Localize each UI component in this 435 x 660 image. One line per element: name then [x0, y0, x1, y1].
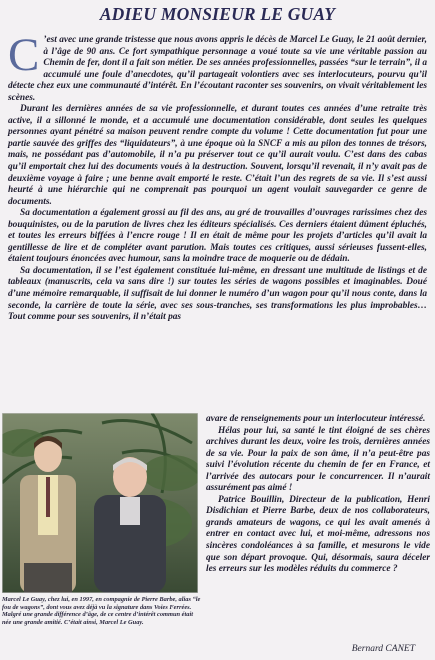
- article-intro: [8, 29, 427, 324]
- drop-cap: C: [8, 29, 40, 81]
- paragraph-4: Sa documentation, il se l’est également constituée lui-même, en dressant une multitude de listings et de tableaux (manuscrits, cela va sans dire !) sur toutes les séries de wagons possibles et imaginables. Doué d’une mémoire remarquable, il suffisait de lui donner le numéro d’un wagon pour qu’il nous conte, dans la seconde, la carrière de toute la série, avec ses sous-tranches, ses transformations les plus improbables… Tout comme pour ses souvenirs, il n’était pas: [8, 265, 427, 323]
- paragraph-5: avare de renseignements pour un interlocuteur intéressé.: [206, 414, 426, 424]
- paragraph-3: Sa documentation a également grossi au fil des ans, au gré de trouvailles d’ouvrages rarissimes chez des bouquinistes, ou de la parution de livres chez les éditeurs spécialisés. Ces derniers étaient dûment épluchés, et toutes les erreurs biffées à l’encre rouge ! Il en était de même pour les projets d’articles qu’il avait la gentillesse de lire et de compléter avant parution. Mais toutes ces critiques, aussi sérieuses fussent-elles, étaient toujours énoncées avec humour, sans la moindre trace de moquerie ou de dédain.: [8, 208, 427, 265]
- portrait-photo: [2, 413, 198, 593]
- paragraph-7: Patrice Bouillin, Directeur de la publication, Henri Disdichian et Pierre Barbe, deux de nos collaborateurs, grands amateurs de wagons, ce qui les avait amenés à entrer en contact avec lui, et moi-même, adressons nos sincères condoléances à sa famille, et mesurons le vide que son départ provoque. Qui, désormais, saura déceler les erreurs sur les modèles réduits du commerce ?: [206, 494, 430, 575]
- author-signature: Bernard CANET: [351, 644, 415, 654]
- paragraph-1: ’est avec une grande tristesse que nous avons appris le décès de Marcel Le Guay, le 21 août dernier, à l’âge de 90 ans. Ce fort sympathique personnage a voué toute sa vie une véritable passion au Chemin de fer, dont il a fait son métier. De ses années professionnelles, passées “sur le terrain”, il a accumulé une foule d’anecdotes, qu’il partageait volontiers avec ses interlocuteurs, pourvu qu’il détecte chez eux une communauté d’intérêt. En l’écoutant raconter ses souvenirs, on vivait véritablement les scènes.: [8, 35, 427, 103]
- photo-caption: Marcel Le Guay, chez lui, en 1997, en compagnie de Pierre Barbe, alias “le fou de wagons”, dont vous avez déjà vu la signature dans Voies Ferrées. Malgré une grande différence d’âge, de ce centre d’intérêt commun était née une grande amitié. C’était ainsi, Marcel Le Guay.: [2, 596, 201, 626]
- paragraph-6: Hélas pour lui, sa santé le tint éloigné de ses chères archives durant les deux, voire les trois, dernières années de sa vie. Pour la paix de son âme, il n’a peut-être pas suivi l’évolution récente du chemin de fer en France, et l’arrivée des autocars pour le concurrencer. Il n’aurait assurément pas aimé !: [206, 425, 430, 494]
- photo-illustration: [2, 413, 198, 593]
- paragraph-2: Durant les dernières années de sa vie professionnelle, et durant toutes ces années d’une retraite très active, il a sillonné le monde, et a accumulé une documentation considérable, dont seules les quelques personnes ayant pénétré sa maison peuvent rendre compte du volume ! Cette documentation fut pour une partie sauvée des griffes des “liquidateurs”, à une époque où la SNCF a mis au pilon des tonnes de trésors, mais, ne possédant pas d’automobile, il n’a pu préserver tout ce qu’il aurait voulu. C’est dans des cabas qu’il emportait chez lui des documents voués à la destruction. Souvent, lorsqu’il revenait, il n’y avait pas de deuxième voyage à faire ; une benne avait emporté le reste. C’était l’un des regrets de sa vie. Il s’est aussi heurté à une hiérarchie qui ne comprenait pas pourquoi un agent voulait sauvegarder ce genre de documents.: [8, 104, 427, 207]
- article-title: ADIEU MONSIEUR LE GUAY: [99, 4, 336, 24]
- article-right-column: [206, 414, 430, 576]
